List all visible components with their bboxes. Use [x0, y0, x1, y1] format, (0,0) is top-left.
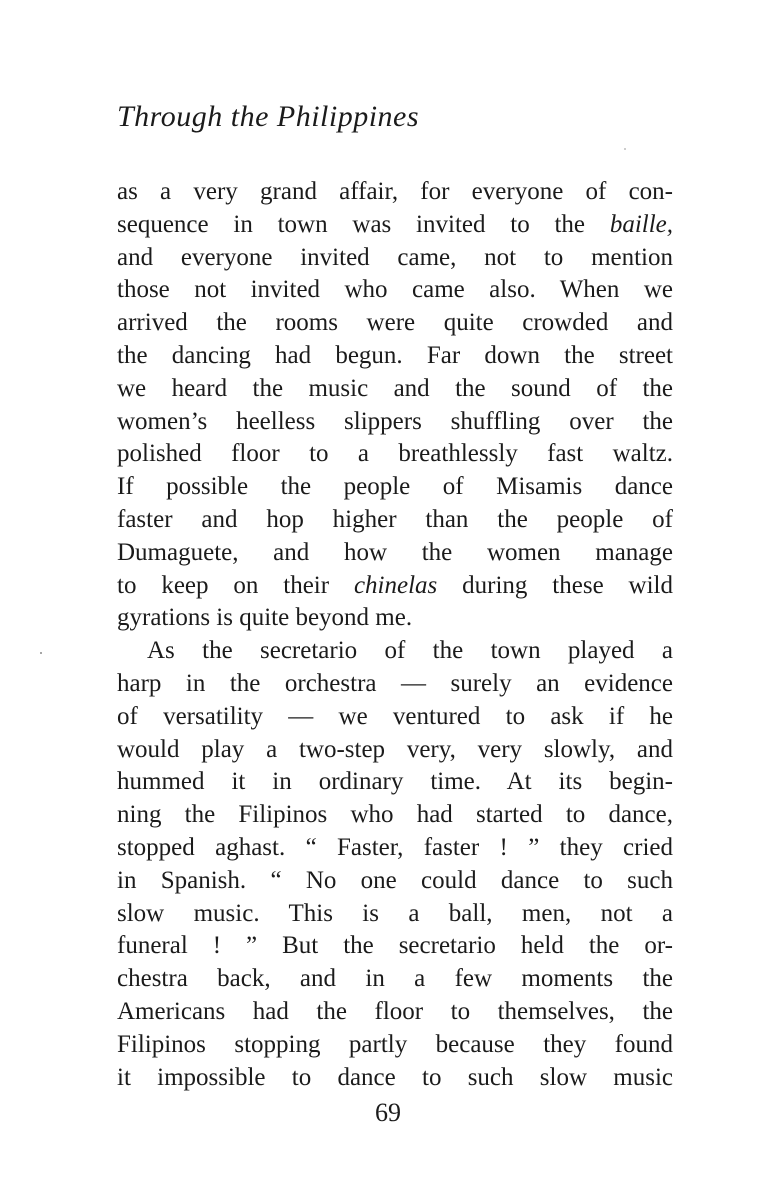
text-line: [117, 537, 673, 570]
paper-speck: [40, 652, 42, 654]
text-line: [117, 602, 673, 635]
text-segment: Americans had the floor to themselves, the: [117, 997, 673, 1025]
text-line: [117, 963, 673, 996]
text-segment: women’s heelless slippers shuffling over the: [117, 407, 673, 435]
text-segment: Dumaguete, and how the women manage: [117, 538, 673, 566]
text-segment: and everyone invited came, not to mention: [117, 243, 673, 271]
text-line: [117, 242, 673, 275]
text-line: [117, 766, 673, 799]
text-line: [117, 471, 673, 504]
text-line: [117, 734, 673, 767]
text-segment: If possible the people of Misamis dance: [117, 473, 673, 501]
text-segment: we heard the music and the sound of the: [117, 374, 673, 402]
text-line: [117, 1029, 673, 1062]
text-line: [117, 504, 673, 537]
text-segment: as a very grand affair, for everyone of con-: [117, 178, 673, 205]
text-segment: polished floor to a breathlessly fast waltz.: [117, 440, 673, 468]
text-line: [117, 930, 673, 963]
text-segment: of versatility — we ventured to ask if he: [117, 702, 673, 730]
text-line: [117, 176, 673, 209]
text-segment: it impossible to dance to such slow music: [117, 1063, 673, 1091]
text-segment: stopped aghast. “ Faster, faster ! ” they cried: [117, 833, 673, 861]
text-line: [117, 209, 673, 242]
text-line: [117, 438, 673, 471]
text-segment: would play a two-step very, very slowly, and: [117, 735, 673, 763]
text-line: [117, 340, 673, 373]
text-line: [117, 832, 673, 865]
text-line: [117, 701, 673, 734]
page-number: 69: [375, 1098, 401, 1127]
text-line: [117, 799, 673, 832]
text-segment: the dancing had begun. Far down the street: [117, 341, 673, 369]
text-segment: hummed it in ordinary time. At its begin-: [117, 768, 673, 796]
text-line: [117, 1062, 673, 1095]
text-segment: sequence in town was invited to the: [117, 210, 610, 238]
text-segment: gyrations is quite beyond me.: [117, 604, 413, 632]
running-head: Through the Philippines: [117, 100, 420, 133]
text-segment: to keep on their: [117, 571, 354, 599]
text-line: [117, 373, 673, 406]
text-line: [117, 898, 673, 931]
italic-term: chinelas: [353, 571, 438, 599]
text-line: [117, 635, 673, 668]
text-segment: faster and hop higher than the people of: [117, 505, 673, 533]
text-segment: slow music. This is a ball, men, not a: [117, 899, 673, 927]
text-line: [117, 274, 673, 307]
text-segment: harp in the orchestra — surely an evidence: [117, 669, 673, 697]
text-line: [117, 406, 673, 439]
text-segment: in Spanish. “ No one could dance to such: [117, 866, 673, 894]
text-line: [117, 570, 673, 603]
body-text: [117, 176, 673, 1094]
text-line: [117, 865, 673, 898]
text-segment: Filipinos stopping partly because they found: [117, 1030, 673, 1058]
text-segment: arrived the rooms were quite crowded and: [117, 309, 673, 337]
text-segment: during these wild: [437, 571, 673, 599]
text-line: [117, 307, 673, 340]
text-segment: chestra back, and in a few moments the: [117, 965, 673, 993]
text-line: [117, 668, 673, 701]
text-line: [117, 996, 673, 1029]
text-segment: As the secretario of the town played a: [147, 637, 673, 665]
text-segment: funeral ! ” But the secretario held the or-: [117, 932, 673, 960]
text-segment: those not invited who came also. When we: [117, 276, 673, 304]
text-segment: ning the Filipinos who had started to dance,: [117, 801, 673, 829]
italic-term: baille,: [609, 210, 673, 238]
paper-speck: [624, 148, 626, 150]
